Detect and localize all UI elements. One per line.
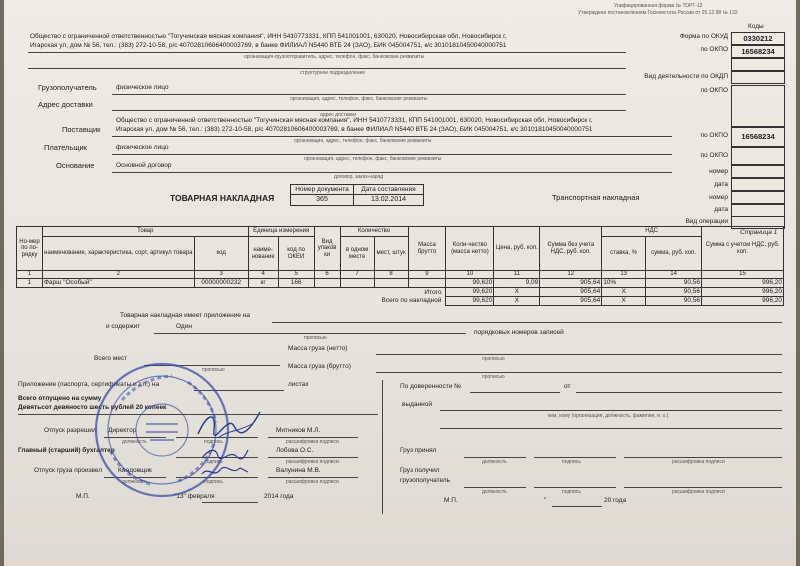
date-value xyxy=(731,178,785,191)
signature-director-icon xyxy=(194,404,264,444)
signature-accountant-icon xyxy=(200,446,250,462)
written4: прописью xyxy=(482,374,505,380)
supplier-line2: Игарская ул, дом № 56, тел.: (383) 272-10-58, р/с 40702810606400003769, в банке ФИЛИАЛ N5440 ВТБ 24 (ЗАО), БИК 045004751, к/с 30101810450040000751 xyxy=(116,126,593,133)
row-unit: кг xyxy=(248,279,278,288)
th-qty-place: в одном месте xyxy=(340,237,374,271)
doc-date-header: Дата составления xyxy=(354,185,423,195)
total-price: X xyxy=(494,297,540,306)
row-code: 00000000232 xyxy=(194,279,248,288)
mp-right: М.П. xyxy=(444,497,458,504)
row-qty-places xyxy=(374,279,408,288)
issued-by-label: выданной xyxy=(402,401,432,408)
number2-label: номер xyxy=(709,194,728,201)
released-label: Всего отпущено на сумму xyxy=(18,395,102,402)
consignee-label: Грузополучатель xyxy=(38,83,97,92)
number2-value xyxy=(731,191,785,204)
okpo4-value xyxy=(731,147,785,165)
th-vat: НДС xyxy=(602,227,702,237)
okpo2-value xyxy=(731,85,785,127)
row-vat: 90,56 xyxy=(646,279,702,288)
itogo-total: 996,20 xyxy=(702,288,784,297)
issued-label: Отпуск груза произвел xyxy=(34,467,103,474)
proxy-label: По доверенности № xyxy=(400,383,462,390)
allowed-pos: Директор xyxy=(108,427,137,434)
col-num: 11 xyxy=(494,271,540,279)
payer-value: физическое лицо xyxy=(116,144,169,151)
th-sum: Сумма без учета НДС, руб. коп. xyxy=(540,227,602,271)
th-vat-sum: сумма, руб. коп. xyxy=(646,237,702,271)
okud-label: Форма по ОКУД xyxy=(679,33,728,40)
decode-caption-1: расшифровка подписи xyxy=(286,439,339,445)
itogo-sum: 905,64 xyxy=(540,288,602,297)
itogo-row xyxy=(17,288,784,297)
number-label: номер xyxy=(709,168,728,175)
row-sum: 905,64 xyxy=(540,279,602,288)
issued-pos: Кладовщик xyxy=(118,467,152,474)
accountant-name: Лобова О.С. xyxy=(276,447,314,454)
signature-storekeeper-icon xyxy=(200,464,250,480)
col-num: 10 xyxy=(446,271,494,279)
year-left: 2014 года xyxy=(264,493,294,500)
okpo3-label: по ОКПО xyxy=(700,132,728,139)
okpo-label: по ОКПО xyxy=(700,46,728,53)
received-label: Груз получил xyxy=(400,467,440,474)
th-vat-rate: ставка, % xyxy=(602,237,646,271)
pos-caption-4: должность xyxy=(482,489,507,495)
total-vat: 90,56 xyxy=(646,297,702,306)
th-net: Коли-чество (масса нетто) xyxy=(446,227,494,271)
total-rate: X xyxy=(602,297,646,306)
date-right: " xyxy=(544,497,547,504)
pos-caption-1: должность xyxy=(122,439,147,445)
th-goods-name: наименование, характеристика, сорт, артикул товара xyxy=(42,237,194,271)
th-code: код xyxy=(194,237,248,271)
code-empty-1 xyxy=(731,58,785,71)
issued-name: Валунина М.В. xyxy=(276,467,321,474)
delivery-caption: адрес доставки xyxy=(320,112,356,118)
th-price: Цена, руб. коп. xyxy=(494,227,540,271)
goods-table xyxy=(16,226,784,306)
row-qty-place xyxy=(340,279,374,288)
consignee-value: физическое лицо xyxy=(116,84,169,91)
codes-header: Коды xyxy=(748,23,764,30)
itogo-rate: X xyxy=(602,288,646,297)
table-row xyxy=(17,279,784,288)
col-num: 14 xyxy=(646,271,702,279)
itogo-net: 99,620 xyxy=(446,288,494,297)
row-gross xyxy=(408,279,446,288)
okud-value: 0330212 xyxy=(731,32,785,45)
col-num: 5 xyxy=(278,271,314,279)
col-num: 2 xyxy=(42,271,194,279)
sign-caption-1: подпись xyxy=(204,439,223,445)
th-qty-places: мест, штук xyxy=(374,237,408,271)
year-right: 20 года xyxy=(604,497,627,504)
date-label: дата xyxy=(714,181,728,188)
th-pack: Вид упаков ки xyxy=(314,227,340,271)
struct-caption: структурное подразделение xyxy=(300,70,366,76)
itogo-price: X xyxy=(494,288,540,297)
places-label: Всего мест xyxy=(94,355,128,362)
decode-caption-2: расшифровка подписи xyxy=(286,459,339,465)
supplier-line1: Общество с ограниченной ответственностью "Тогучинская мясная компания", ИНН 5410773331, КПП 541001001, 630020, Новосибирская обл, Новосибирск г, xyxy=(116,117,593,124)
mp-left: М.П. xyxy=(76,493,90,500)
transport-label: Транспортная накладная xyxy=(552,193,640,202)
col-num: 1 xyxy=(17,271,43,279)
col-numbers-row xyxy=(17,271,784,279)
written2: прописью xyxy=(482,356,505,362)
col-num: 12 xyxy=(540,271,602,279)
itogo-vat: 90,56 xyxy=(646,288,702,297)
payer-caption: организация, адрес, телефон, факс, банковские реквизиты xyxy=(304,156,442,162)
okpo-value: 16568234 xyxy=(731,45,785,58)
net-label: Масса груза (нетто) xyxy=(288,345,348,352)
th-qty: Количество xyxy=(340,227,408,237)
accepted-label: Груз принял xyxy=(400,447,437,454)
consignee-caption: организация, адрес, телефон, факс, банковские реквизиты xyxy=(290,96,428,102)
org-caption: организация-грузоотправитель, адрес, телефон, факс, банковские реквизиты xyxy=(244,54,425,60)
document-sheet xyxy=(4,0,796,566)
row-pack xyxy=(314,279,340,288)
sign-caption-3: подпись xyxy=(204,479,223,485)
gross-label: Масса груза (брутто) xyxy=(288,363,351,370)
doc-date-value: 13.02.2014 xyxy=(370,196,407,203)
okdp-label: Вид деятельности по ОКДП xyxy=(644,73,728,80)
row-net: 99,620 xyxy=(446,279,494,288)
basis-caption: договор, заказ-наряд xyxy=(334,174,384,180)
itogo-label: Итого xyxy=(424,288,442,296)
th-sum-vat: Сумма с учетом НДС, руб. коп. xyxy=(702,227,784,271)
th-unit-okei: код по ОКЕИ xyxy=(278,237,314,271)
row-total: 996,20 xyxy=(702,279,784,288)
date2-label: дата xyxy=(714,206,728,213)
row-price: 9,09 xyxy=(494,279,540,288)
pos-caption-3: должность xyxy=(482,459,507,465)
delivery-label: Адрес доставки xyxy=(38,100,93,109)
doc-num-header: Номер документа xyxy=(291,185,354,195)
col-num: 9 xyxy=(408,271,446,279)
doc-num-value: 365 xyxy=(291,195,354,205)
contains-label: и содержит xyxy=(106,323,141,330)
col-num: 3 xyxy=(194,271,248,279)
doc-number-box xyxy=(290,184,424,206)
th-gross: Масса брутто xyxy=(408,227,446,271)
org-line2: Игарская ул, дом № 56, тел.: (383) 272-10-58, р/с 40702810606400003769, в банке ФИЛИАЛ N5440 ВТБ 24 (ЗАО), БИК 045004751, к/с 30101810450040000751 xyxy=(30,42,507,49)
allowed-name: Митников М.Л. xyxy=(276,427,321,434)
row-name: Фарш "Особый" xyxy=(42,279,194,288)
issued-by-caption: кем, кому (организация, должность, фамилия, и. о.) xyxy=(548,413,669,419)
sign-caption-2: подпись xyxy=(204,459,223,465)
total-label: Всего по накладной xyxy=(381,297,442,305)
total-net: 99,620 xyxy=(446,297,494,306)
sign-caption-4: подпись xyxy=(562,459,581,465)
col-num: 7 xyxy=(340,271,374,279)
consignee2-label: грузополучатель xyxy=(400,477,451,484)
okdp-value xyxy=(731,71,785,84)
supplier-caption: организация, адрес, телефон, факс, банковские реквизиты xyxy=(294,138,432,144)
col-num: 15 xyxy=(702,271,784,279)
doc-title: ТОВАРНАЯ НАКЛАДНАЯ xyxy=(170,193,275,203)
basis-value: Основной договор xyxy=(116,162,172,169)
number-value xyxy=(731,165,785,178)
total-total: 996,20 xyxy=(702,297,784,306)
okpo2-label: по ОКПО xyxy=(700,87,728,94)
payer-label: Плательщик xyxy=(44,143,87,152)
org-line1: Общество с ограниченной ответственностью "Тогучинская мясная компания", ИНН 5410773331, КПП 541001001, 630020, Новосибирская обл, Новосибирск г, xyxy=(30,33,507,40)
row-okei: 166 xyxy=(278,279,314,288)
decode-caption-5: расшифровка подписи xyxy=(672,489,725,495)
col-num: 4 xyxy=(248,271,278,279)
total-row xyxy=(17,297,784,306)
row-num: 1 xyxy=(17,279,43,288)
accountant-label: Главный (старший) бухгалтер xyxy=(18,447,115,454)
decode-caption-3: расшифровка подписи xyxy=(286,479,339,485)
col-num: 8 xyxy=(374,271,408,279)
th-goods: Товар xyxy=(42,227,248,237)
col-num: 6 xyxy=(314,271,340,279)
total-sum: 905,64 xyxy=(540,297,602,306)
records-label: порядковых номеров записей xyxy=(474,329,564,336)
from-label: от xyxy=(564,383,571,390)
attach-label: Товарная накладная имеет приложение на xyxy=(120,312,250,319)
op-label: Вид операции xyxy=(685,218,728,225)
date-left: "13" февраля xyxy=(174,493,215,500)
th-unit-name: наиме-нование xyxy=(248,237,278,271)
okpo3-value: 16568234 xyxy=(731,127,785,147)
sign-caption-5: подпись xyxy=(562,489,581,495)
pos-caption-2: должность xyxy=(122,479,147,485)
row-rate: 10% xyxy=(602,279,646,288)
basis-label: Основание xyxy=(56,161,95,170)
th-num: Но-мер по по-рядку xyxy=(17,227,43,271)
supplier-label: Поставщик xyxy=(62,125,101,134)
okpo4-label: по ОКПО xyxy=(700,152,728,159)
allowed-label: Отпуск разрешил xyxy=(44,427,97,434)
released-value: Девятьсот девяносто шесть рублей 20 копеек xyxy=(18,404,167,411)
vertical-divider xyxy=(382,380,383,514)
written3: прописью xyxy=(202,367,225,373)
form-approved: Утверждена постановлением Госкомстата России от 25.12.98 № 132 xyxy=(578,10,738,16)
form-name: Унифицированная форма № ТОРГ-12 xyxy=(614,3,703,9)
page-label: Страница 1 xyxy=(740,229,778,236)
written-caption: прописью xyxy=(304,335,327,341)
th-unit: Единица измерения xyxy=(248,227,314,237)
contains-value: Один xyxy=(176,323,192,330)
decode-caption-4: расшифровка подписи xyxy=(672,459,725,465)
col-num: 13 xyxy=(602,271,646,279)
docs-label: Приложение (паспорта, сертификаты и т.п.) на xyxy=(18,381,160,388)
sheets-label: листах xyxy=(288,381,309,388)
